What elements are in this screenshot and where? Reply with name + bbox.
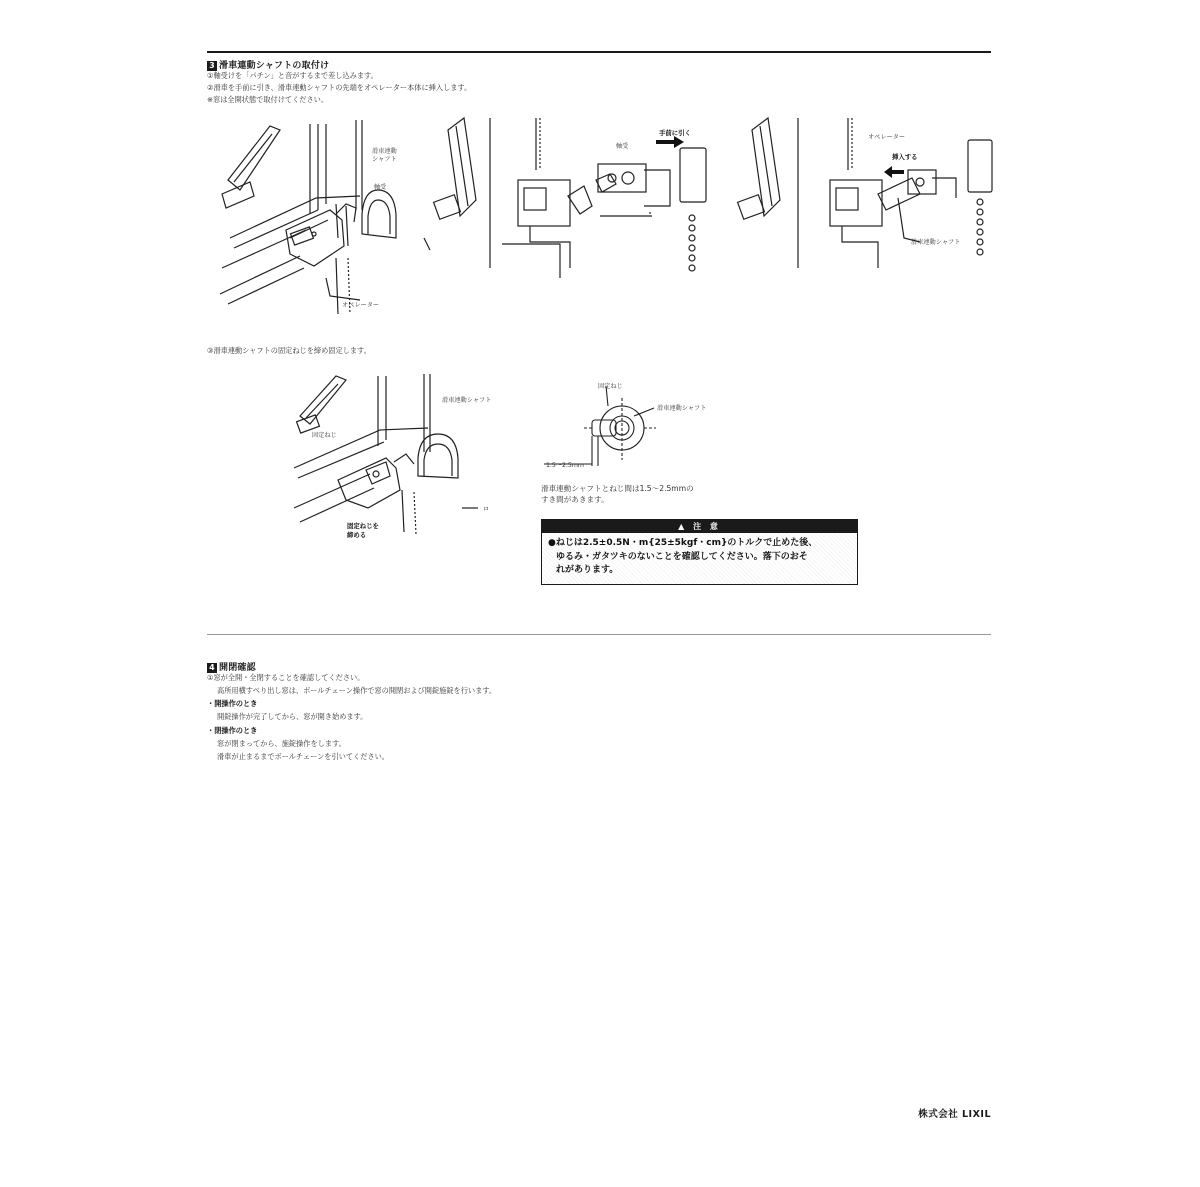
section4-line-1: ①窓が全開・全閉することを確認してください。 (207, 673, 365, 682)
section4-line-5: ・閉操作のとき (207, 726, 258, 735)
fig4-screw-label: 固定ねじ (312, 432, 337, 439)
section4-title (207, 660, 256, 673)
caution-body (542, 533, 857, 586)
section4-title-text: 開閉確認 (219, 663, 256, 673)
figure-pull-pulley (420, 118, 720, 283)
company-name: 株式会社 LIXIL (918, 1109, 991, 1120)
section3-title-text: 滑車連動シャフトの取付け (219, 61, 330, 71)
gap-note-2: すき間があきます。 (541, 495, 609, 504)
fig5-screw-label: 固定ねじ (598, 383, 623, 390)
fig2-pull-label: 手前に引く (659, 129, 691, 137)
fig5-shaft-label: 滑車連動シャフト (657, 405, 707, 412)
section3-step-3: ③滑車連動シャフトの固定ねじを締め固定します。 (207, 346, 371, 355)
section4-line-3: ・開操作のとき (207, 699, 258, 708)
caution-line-3: れがあります。 (556, 565, 619, 575)
caution-box (541, 519, 858, 585)
section3-step-1: ①軸受けを「パチン」と音がするまで差し込みます。 (207, 71, 378, 80)
caution-heading (542, 520, 857, 533)
section4-line-4: 開錠操作が完了してから、窓が開き始めます。 (217, 712, 368, 721)
fig1-bearing-label: 軸受 (374, 184, 387, 191)
caution-line-1: ●ねじは2.5±0.5N・m{25±5kgf・cm}のトルクで止めた後、 (548, 538, 818, 548)
section-divider (207, 634, 991, 635)
fig4-shaft-label: 滑車連動シャフト (442, 397, 492, 404)
section3-step-2: ②滑車を手前に引き、滑車連動シャフトの先端をオペレーター本体に挿入します。 (207, 83, 472, 92)
fig3-operator-label: オペレーター (868, 134, 906, 141)
fig2-bearing-label: 軸受 (616, 143, 629, 150)
fig5-gap-label: 1.5～2.5mm (546, 462, 584, 469)
figure-insert-shaft (728, 118, 998, 283)
fig3-insert-label: 挿入する (892, 153, 918, 161)
caution-line-2: ゆるみ・ガタツキのないことを確認してください。落下のおそ (556, 551, 808, 562)
section3-title (207, 58, 329, 71)
section4-line-6: 窓が閉まってから、施錠操作をします。 (217, 739, 346, 748)
section3-note: ※窓は全開状態で取付けてください。 (207, 95, 329, 104)
section4-line-2: 高所用横すべり出し窓は、ボールチェーン操作で窓の開閉および開錠施錠を行います。 (217, 686, 497, 695)
gap-note-1: 滑車連動シャフトとねじ間は1.5～2.5mmの (541, 484, 694, 493)
section3-number: 3 (207, 61, 217, 71)
figure-gap-detail (540, 378, 720, 473)
fig4-mark-label: ロ (483, 506, 490, 513)
warning-icon: ▲ (678, 522, 688, 531)
fig1-shaft-label: 滑車連動 シャフト (372, 148, 397, 163)
fig4-tighten-label: 固定ねじを 締める (347, 522, 379, 539)
top-rule (207, 51, 991, 53)
section4-number: 4 (207, 663, 217, 673)
caution-heading-text: 注 意 (693, 522, 721, 531)
section4-line-7: 滑車が止まるまでボールチェーンを引いてください。 (217, 752, 389, 761)
fig1-operator-label: オペレーター (342, 302, 380, 309)
fig3-shaft-label: 滑車連動シャフト (911, 239, 961, 246)
